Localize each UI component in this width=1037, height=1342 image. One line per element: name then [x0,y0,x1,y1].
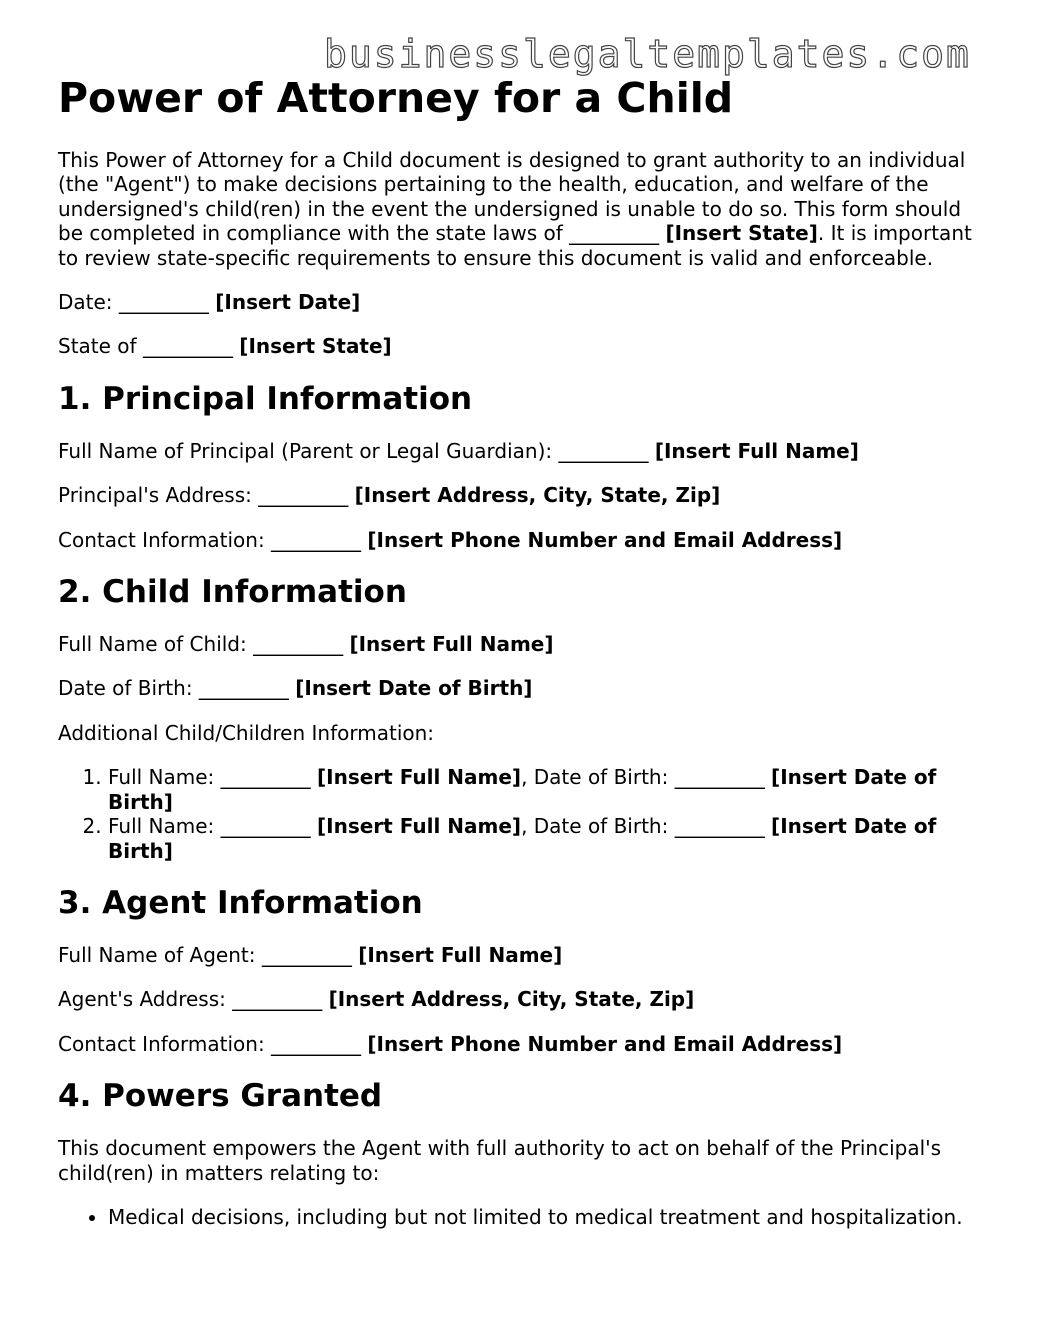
field-blank: _________ [558,438,649,463]
watermark: businesslegaltemplates.com [324,32,971,76]
field-label: Date of Birth: [58,676,199,701]
state-line-placeholder: [Insert State] [239,334,392,359]
field-blank: _________ [674,765,765,790]
child-dob-label: , Date of Birth: [521,765,675,790]
field-label: Contact Information: [58,1031,272,1056]
agent-name-field [58,943,988,967]
field-label: Agent's Address: [58,987,233,1012]
field-blank: _________ [232,987,323,1012]
field-placeholder: [Insert Date of Birth] [295,676,533,701]
principal-address-field [58,483,988,507]
field-blank: _________ [271,1031,362,1056]
principal-contact-field [58,528,988,552]
principal-name-field [58,439,988,463]
field-label: Full Name of Child: [58,632,254,657]
agent-contact-field [58,1032,988,1056]
field-blank: _________ [220,765,311,790]
field-label: Principal's Address: [58,483,259,508]
child-dob-label: , Date of Birth: [521,814,675,839]
field-blank: _________ [258,483,349,508]
intro-text: This Power of Attorney for a Child document is designed to grant authority to an individual (the "Agent") to make decisions pertaining to the health, education, and welfare of the undersigned's child(ren) in the event the undersigned is unable to do so. This form should be completed in compliance with the state laws of [58,148,966,246]
field-label: Contact Information: [58,527,272,552]
state-blank: _________ [569,221,660,246]
child-name-label: Full Name: [108,814,221,839]
state-placeholder: [Insert State] [665,221,818,246]
date-placeholder: [Insert Date] [215,290,361,315]
section-heading-powers: 4. Powers Granted [58,1078,383,1115]
document-title: Power of Attorney for a Child [58,74,734,122]
list-item [108,814,988,863]
child-name-placeholder: [Insert Full Name] [317,814,522,839]
field-blank: _________ [271,527,362,552]
child-dob-placeholder: [Insert Date of Birth] [108,765,937,814]
field-blank: _________ [253,632,344,657]
field-placeholder: [Insert Full Name] [358,942,563,967]
child-dob-field [58,676,988,700]
date-line [58,290,988,314]
child-name-label: Full Name: [108,765,221,790]
child-dob-placeholder: [Insert Date of Birth] [108,814,937,863]
state-line [58,334,988,358]
state-line-blank: _________ [142,334,233,359]
section-heading-agent: 3. Agent Information [58,884,423,921]
field-blank: _________ [674,814,765,839]
child-name-placeholder: [Insert Full Name] [317,765,522,790]
field-blank: _________ [198,676,289,701]
field-blank: _________ [220,814,311,839]
field-blank: _________ [261,942,352,967]
field-placeholder: [Insert Address, City, State, Zip] [354,483,721,508]
list-item: • Medical decisions, including but not limited to medical treatment and hospitalization. [108,1205,988,1229]
child-name-field [58,632,988,656]
list-item [108,765,988,814]
date-label: Date: [58,290,119,315]
date-blank: _________ [118,290,209,315]
additional-children-label: Additional Child/Children Information: [58,720,435,745]
intro-paragraph [58,148,988,270]
field-placeholder: [Insert Address, City, State, Zip] [328,987,695,1012]
field-placeholder: [Insert Phone Number and Email Address] [367,527,843,552]
intro-text-end: . It is important to review state-specific requirements to ensure this document is valid and enforceable. [58,221,972,270]
section-heading-principal: 1. Principal Information [58,380,473,417]
document-page [58,74,988,1249]
field-label: Full Name of Principal (Parent or Legal Guardian): [58,438,559,463]
section-heading-child: 2. Child Information [58,574,407,611]
field-label: Full Name of Agent: [58,942,262,967]
field-placeholder: [Insert Full Name] [349,632,554,657]
field-placeholder: [Insert Full Name] [654,438,859,463]
additional-children-list [58,765,988,863]
state-label: State of [58,334,143,359]
powers-intro: This document empowers the Agent with full authority to act on behalf of the Principal's child(ren) in matters relating to: [58,1136,942,1185]
agent-address-field [58,987,988,1011]
field-placeholder: [Insert Phone Number and Email Address] [367,1031,843,1056]
powers-list [58,1205,988,1229]
